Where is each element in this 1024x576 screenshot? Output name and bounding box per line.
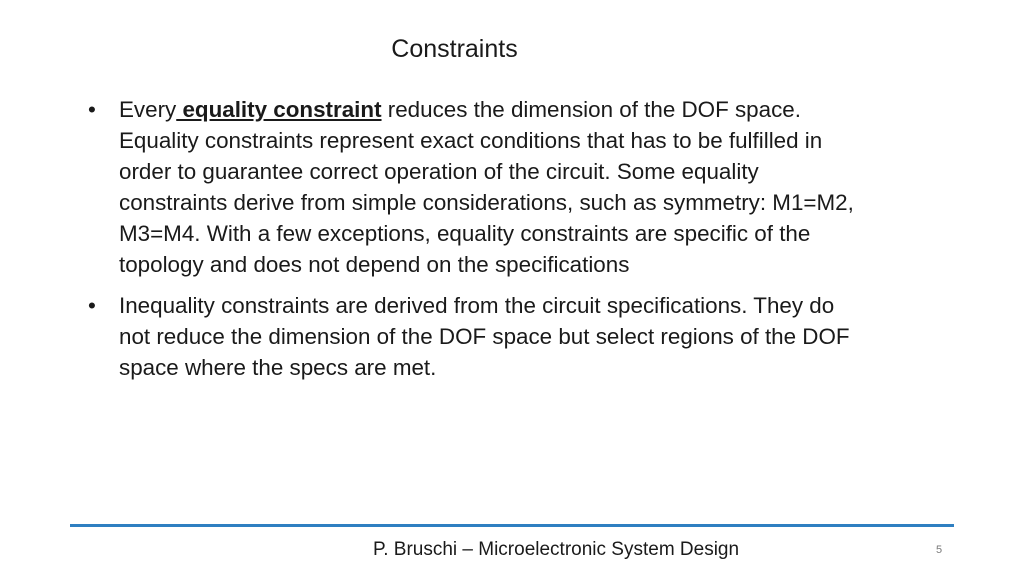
bullet-lead-text: Every (119, 97, 177, 122)
bullet-icon: • (88, 97, 96, 122)
footer-divider (70, 524, 954, 527)
bullet-list (88, 94, 858, 393)
page-number: 5 (936, 544, 943, 556)
bullet-body-text: reduces the dimension of the DOF space. Equality constraints represent exact conditions that has to be fulfilled in order to guarantee correct operation of the circuit. Some equality constraints derive from simple considerations, such as symmetry: M1=M2, M3=M4. With a few exceptions, equality constraints are specific of the topology and does not depend on the specifications (119, 97, 854, 277)
slide-title: Constraints (391, 35, 518, 63)
bullet-item-inequality (88, 290, 858, 383)
bullet-body-text: Inequality constraints are derived from the circuit specifications. They do not reduce the dimension of the DOF space but select regions of the DOF space where the specs are met. (119, 293, 850, 380)
equality-constraint-term: equality constraint (176, 97, 382, 122)
bullet-item-equality (88, 94, 858, 280)
footer-text: P. Bruschi – Microelectronic System Design (373, 539, 740, 560)
bullet-icon: • (88, 293, 96, 318)
